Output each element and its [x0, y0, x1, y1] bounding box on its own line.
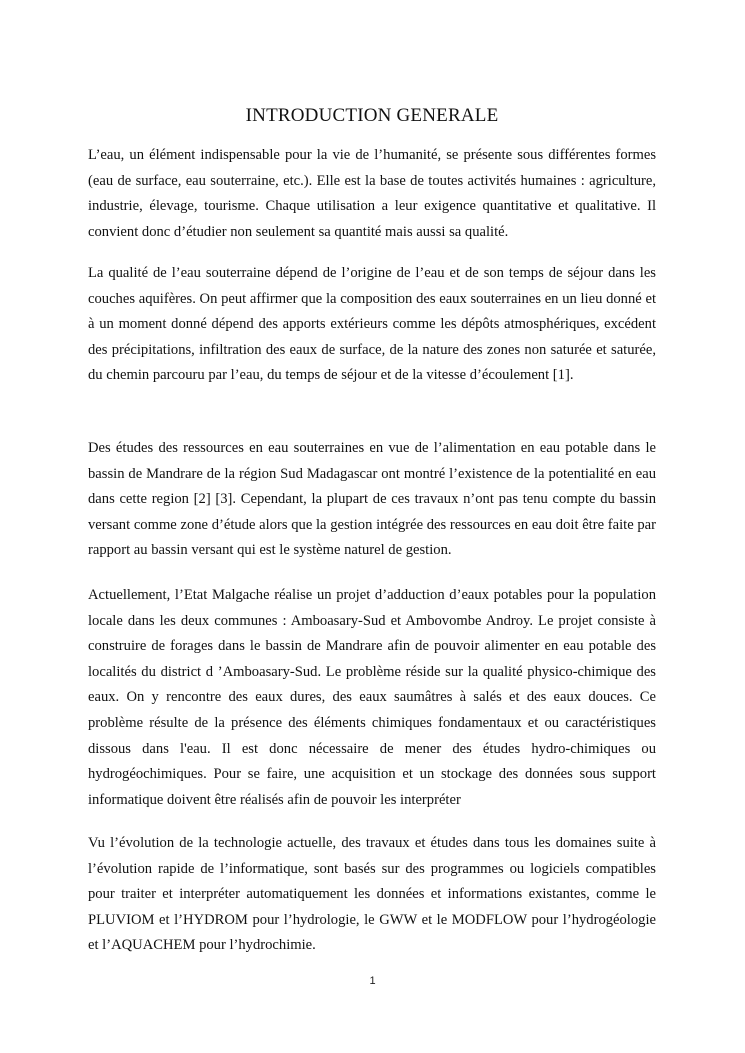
paragraph-software-tools: Vu l’évolution de la technologie actuelle, des travaux et études dans tous les domaines suite à l’évolution rapide de l’informatique, sont basés sur des programmes ou logiciels compatibles pour traiter et interpréter automatiquement les données et informations existantes, comme le PLUVIOM et l’HYDROM pour l’hydrologie, le GWW et le MODFLOW pour l’hydrogéologie et l’AQUACHEM pour l’hydrochimie.: [88, 835, 656, 954]
paragraph-groundwater-quality: La qualité de l’eau souterraine dépend de l’origine de l’eau et de son temps de séjour dans les couches aquifères. On peut affirmer que la composition des eaux souterraines en un lieu donné et à un moment donné dépend des apports extérieurs comme les dépôts atmosphériques, excédent des précipitations, infiltration des eaux de surface, de la nature des zones non saturée et saturée, du chemin parcouru par l’eau, du temps de séjour et de la vitesse d’écoulement [1].: [88, 265, 656, 384]
page-number: 1: [369, 975, 376, 987]
paragraph-water-project: Actuellement, l’Etat Malgache réalise un projet d’adduction d’eaux potables pour la population locale dans les deux communes : Amboasary-Sud et Ambovombe Androy. Le projet consiste à construire de forages dans le bassin de Mandrare afin de pouvoir alimenter en eau potable des localités du district d ’Amboasary-Sud. Le problème réside sur la qualité physico-chimique des eaux. On y rencontre des eaux dures, des eaux saumâtres à salés et des eaux douces. Ce problème résulte de la présence des éléments chimiques fondamentaux et ou caractéristiques dissous dans l'eau. Il est donc nécessaire de mener des études hydro-chimiques ou hydrogéochimiques. Pour se faire, une acquisition et un stockage des données sous support informatique doivent être réalisés afin de pouvoir les interpréter: [88, 587, 656, 808]
paragraph-intro-water: L’eau, un élément indispensable pour la vie de l’humanité, se présente sous différentes formes (eau de surface, eau souterraine, etc.). Elle est la base de toutes activités humaines : agriculture, industrie, élevage, tourisme. Chaque utilisation a leur exigence quantitative et qualitative. Il convient donc d’étudier non seulement sa quantité mais aussi sa qualité.: [88, 147, 656, 240]
page-title: INTRODUCTION GENERALE: [245, 105, 499, 126]
paragraph-mandrare-studies: Des études des ressources en eau souterraines en vue de l’alimentation en eau potable dans le bassin de Mandrare de la région Sud Madagascar ont montré l’existence de la potentialité en eau dans cette region [2] [3]. Cependant, la plupart de ces travaux n’ont pas tenu compte du bassin versant comme zone d’étude alors que la gestion intégrée des ressources en eau doit être faite par rapport au bassin versant qui est le système naturel de gestion.: [88, 440, 656, 559]
